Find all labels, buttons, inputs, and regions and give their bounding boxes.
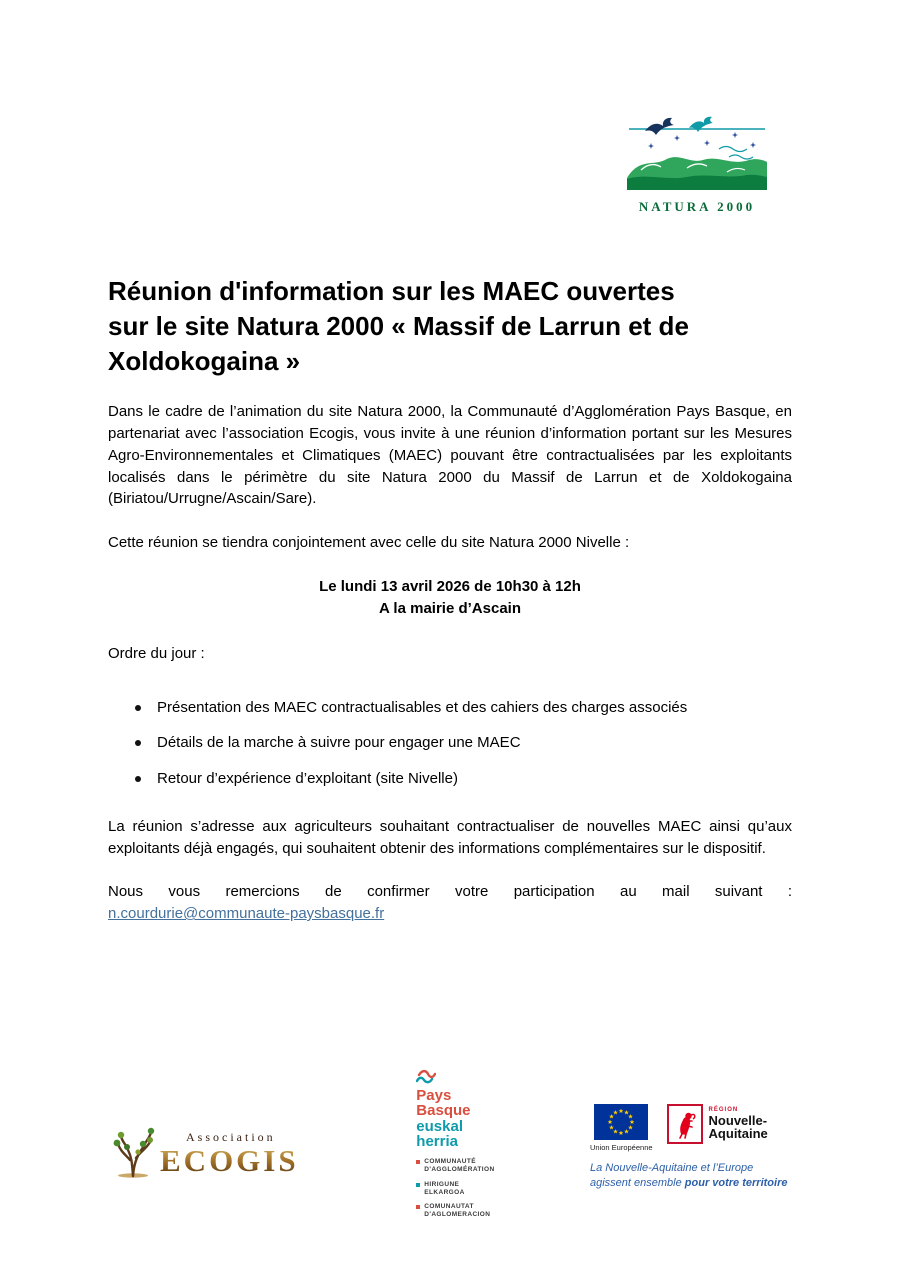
pays-basque-line: herria [416, 1132, 458, 1150]
eu-flag-label: Union Européenne [589, 1143, 653, 1153]
pays-basque-line: Basque [416, 1102, 471, 1120]
agenda-label: Ordre du jour : [108, 644, 205, 662]
list-item [135, 697, 792, 719]
footer-logos [0, 1069, 900, 1225]
pays-basque-line: euskal [416, 1117, 463, 1135]
eu-na-tagline [590, 1161, 790, 1190]
tagline-bold: pour votre territoire [684, 1176, 788, 1189]
meeting-datetime: Le lundi 13 avril 2026 de 10h30 à 12h [319, 577, 581, 595]
tagline-line-1: La Nouvelle-Aquitaine et l’Europe [589, 1162, 754, 1175]
eu-flag-icon [594, 1104, 648, 1140]
na-name-line: Aquitaine [708, 1126, 768, 1142]
list-item [135, 732, 792, 754]
nouvelle-aquitaine-logo [667, 1104, 768, 1144]
email-link[interactable]: n.courdurie@communaute-paysbasque.fr [108, 905, 385, 923]
eu-flag-block [590, 1104, 653, 1152]
meeting-block [108, 576, 792, 621]
tagline-line-2 [590, 1176, 790, 1190]
bullet-icon [135, 705, 141, 711]
natura-2000-logo [627, 116, 767, 218]
ecogis-wordmark [160, 1130, 299, 1178]
natura-2000-wordmark: NATURA 2000 [638, 199, 756, 214]
natura-logo-area [0, 0, 900, 218]
meeting-place: A la mairie d’Ascain [378, 600, 521, 618]
agenda-item-text: Présentation des MAEC contractualisables et des cahiers des charges associés [157, 698, 688, 716]
agenda-item-text: Détails de la marche à suivre pour engager une MAEC [157, 734, 521, 752]
title-line-3: Xoldokogaina » [108, 346, 301, 377]
subtitle-line: COMUNAUTAT [424, 1202, 474, 1210]
pays-basque-logo [416, 1069, 512, 1225]
na-region-label: RÉGION [708, 1107, 739, 1114]
audience-paragraph: La réunion s’adresse aux agriculteurs souhaitant contractualiser de nouvelles MAEC ainsi qu’aux exploitants déjà engagés, qui souhaitent obtenir des informations complémentaires sur le dispositif. [108, 817, 792, 857]
confirmation-text: Nous vous remercions de confirmer votre participation au mail suivant : [108, 883, 792, 901]
subtitle-line: COMMUNAUTÉ [424, 1158, 476, 1166]
pays-basque-subtitle [416, 1181, 494, 1197]
ecogis-logo [108, 1116, 299, 1178]
square-bullet-icon [416, 1160, 420, 1164]
agenda-list [108, 697, 792, 790]
title-line-1: Réunion d'information sur les MAEC ouvertes [108, 276, 675, 306]
subtitle-line: HIRIGUNE [424, 1180, 460, 1188]
document-title [108, 274, 792, 379]
square-bullet-icon [416, 1205, 420, 1209]
square-bullet-icon [416, 1183, 420, 1187]
subtitle-line: D'AGGLOMÉRATION [424, 1166, 495, 1174]
eu-na-logos [590, 1104, 790, 1190]
pays-basque-subtitle [416, 1203, 494, 1219]
pays-basque-wordmark [416, 1088, 470, 1149]
subtitle-line: ELKARGOA [424, 1188, 465, 1196]
pays-basque-icon [416, 1069, 436, 1085]
na-name-line: Nouvelle- [708, 1112, 768, 1128]
intro-paragraph: Dans le cadre de l’animation du site Natura 2000, la Communauté d’Agglomération Pays Basque, en partenariat avec l’association Ecogis, vous invite à une réunion d’information portant sur les Mesures Agro-Environnementales et Climatiques (MAEC) pouvant être contractualisées par les exploitants localisés dans le périmètre du site Natura 2000 du Massif de Larrun et de Xoldokogaina (Biriatou/Urrugne/Ascain/Sare). [108, 403, 792, 508]
ecogis-name-label: ECOGIS [160, 1143, 299, 1179]
confirmation-paragraph [108, 881, 792, 925]
pays-basque-subtitle [416, 1158, 494, 1174]
subtitle-line: D'AGLOMERACION [424, 1210, 491, 1218]
conjoint-paragraph: Cette réunion se tiendra conjointement avec celle du site Natura 2000 Nivelle : [108, 534, 630, 552]
pays-basque-line: Pays [416, 1087, 452, 1105]
nouvelle-aquitaine-lion-icon [667, 1104, 703, 1144]
tagline-normal: agissent ensemble [589, 1176, 682, 1189]
bullet-icon [135, 740, 141, 746]
ecogis-association-label: Association [186, 1130, 276, 1145]
title-line-2: sur le site Natura 2000 « Massif de Larrun et de [108, 311, 689, 342]
bullet-icon [135, 776, 141, 782]
list-item [135, 768, 792, 790]
agenda-item-text: Retour d’expérience d’exploitant (site Nivelle) [157, 770, 458, 788]
ecogis-tree-icon [108, 1116, 158, 1178]
nouvelle-aquitaine-wordmark [709, 1107, 768, 1141]
pays-basque-subtitles [416, 1158, 494, 1225]
